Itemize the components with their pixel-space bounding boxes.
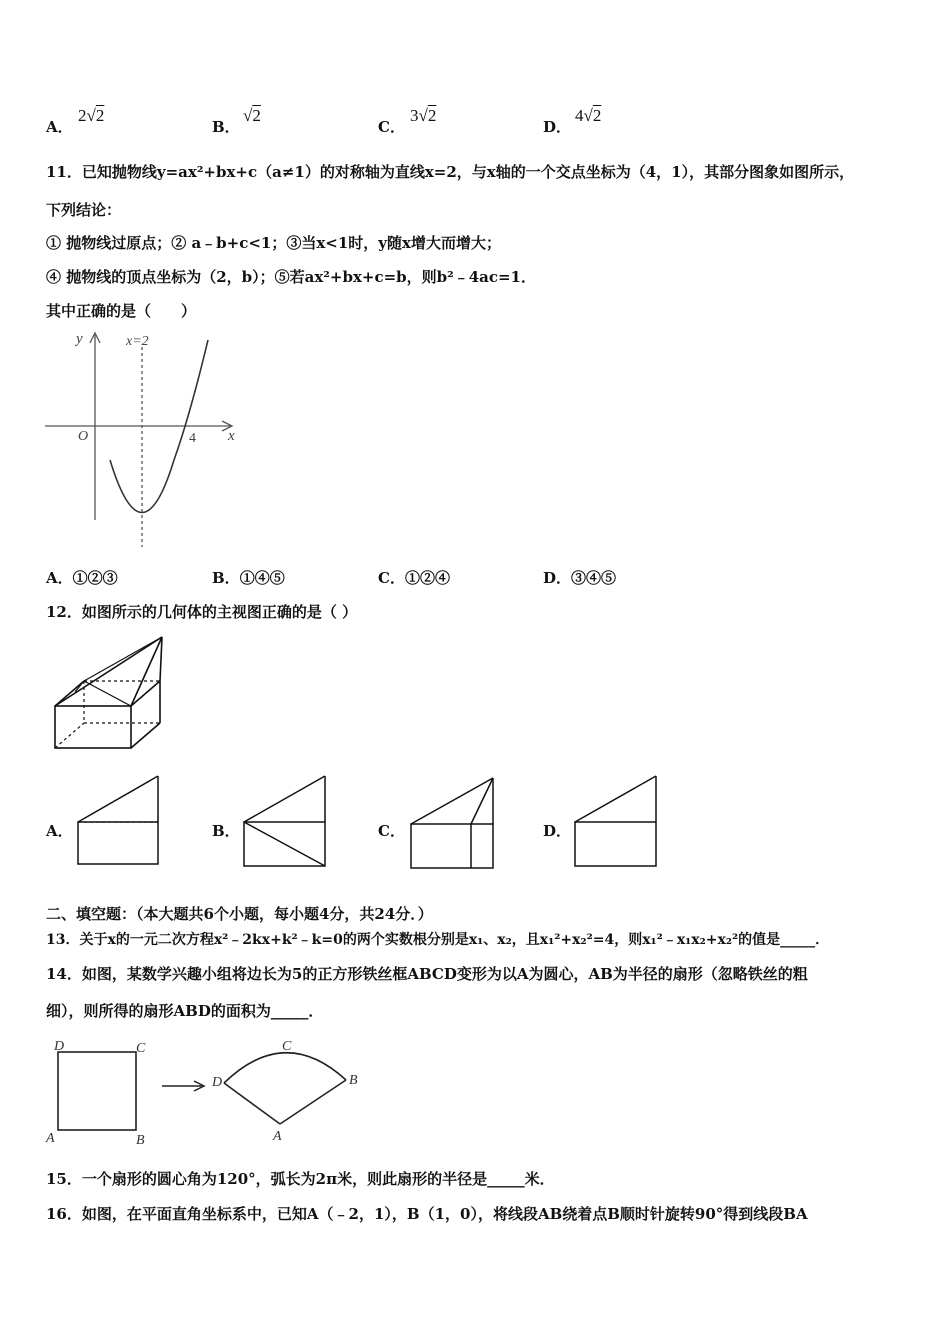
q12-option-b-label: B． [212, 822, 240, 840]
q11-line-4: ④ 抛物线的顶点坐标为（2，b）；⑤若ax²+bx+c=b，则b²﹣4ac=1． [46, 268, 536, 286]
q12-option-c-label: C． [378, 822, 405, 840]
q16-question: 16．如图，在平面直角坐标系中，已知A（﹣2，1），B（1，0），将线段AB绕着点B顺时针旋转90°得到线段BA [46, 1205, 808, 1223]
q12-question: 12．如图所示的几何体的主视图正确的是（ ） [46, 603, 358, 621]
square-label-a: A [46, 1131, 55, 1146]
sector-label-c: C [282, 1039, 292, 1054]
view-edge [244, 776, 325, 822]
radicand: 2 [252, 106, 261, 125]
q12-option-d-label: D． [543, 822, 572, 840]
q10-option-c-value: 3√2 [410, 106, 437, 125]
q13-question: 13．关于x的一元二次方程x²﹣2kx+k²﹣k=0的两个实数根分别是x₁、x₂，且x₁²+x₂²=4，则x₁²﹣x₁x₂+x₂²的值是_____． [46, 932, 830, 948]
view-edge [78, 776, 158, 822]
edge [131, 723, 160, 748]
radicand: 2 [95, 106, 105, 125]
coefficient: 4 [575, 106, 584, 125]
option-letter: A． [46, 569, 73, 587]
view-rect [411, 824, 493, 868]
q10-option-a [46, 116, 73, 137]
edge [160, 637, 162, 681]
q11-option-d [543, 567, 616, 588]
q10-option-d-value: 4√2 [575, 106, 602, 125]
radicand: 2 [427, 106, 437, 125]
option-letter: C． [378, 569, 405, 587]
q12-option-d-view [573, 774, 659, 868]
q14-line-1: 14．如图，某数学兴趣小组将边长为5的正方形铁丝框ABCD变形为以A为圆心，AB为半径的扇形（忽略铁丝的粗 [46, 965, 808, 983]
q10-option-c [378, 116, 405, 137]
sector-label-a: A [273, 1129, 282, 1144]
view-rect [575, 822, 656, 866]
edge [131, 681, 160, 706]
edge [84, 681, 131, 706]
option-text: ①②④ [404, 569, 450, 587]
sector-radius-ad [224, 1083, 280, 1124]
option-letter: B． [212, 118, 240, 136]
q12-option-c-view [409, 776, 497, 870]
q14-line-2: 细），则所得的扇形ABD的面积为_____． [46, 1002, 324, 1020]
radicand: 2 [592, 106, 602, 125]
view-rect [78, 822, 158, 864]
origin-label: O [78, 429, 89, 444]
q11-option-c [378, 567, 450, 588]
box-front [55, 706, 131, 748]
square-to-sector-figure [44, 1036, 374, 1148]
q10-option-b-value: √2 [243, 106, 261, 125]
y-label: y [76, 331, 83, 347]
q12-option-a-label: A． [46, 822, 73, 840]
view-edge [411, 778, 493, 824]
q11-option-b [212, 567, 285, 588]
sector-label-b: B [349, 1073, 358, 1088]
option-text: ①④⑤ [239, 569, 285, 587]
q11-line-5: 其中正确的是（ ） [46, 302, 197, 320]
x-tick-label: 4 [189, 431, 196, 446]
q10-option-a-value: 2√2 [78, 106, 105, 125]
option-letter: D． [543, 118, 572, 136]
q10-option-d [543, 116, 571, 137]
q15-question: 15．一个扇形的圆心角为120°，弧长为2π米，则此扇形的半径是_____米． [46, 1170, 555, 1188]
q11-line-3: ① 抛物线过原点；② a﹣b+c<1；③当x<1时，y随x增大而增大； [46, 234, 501, 252]
hidden-edge [55, 723, 84, 748]
section-2-heading: 二、填空题：（本大题共6个小题，每小题4分，共24分．） [46, 905, 433, 923]
option-letter: B． [212, 569, 240, 587]
edge [84, 637, 162, 681]
square-label-c: C [136, 1041, 146, 1056]
option-letter: D． [543, 569, 572, 587]
option-text: ①②③ [72, 569, 118, 587]
square [58, 1052, 136, 1130]
square-label-d: D [54, 1039, 65, 1054]
q11-option-a [46, 567, 118, 588]
q12-option-a-view [76, 774, 160, 866]
axis-label: x=2 [126, 334, 149, 349]
solid-figure [50, 632, 170, 754]
coefficient: 3 [410, 106, 419, 125]
q10-option-b [212, 116, 240, 137]
option-letter: C． [378, 118, 405, 136]
view-diagonal [244, 822, 325, 866]
sector-label-d: D [212, 1075, 223, 1090]
x-label: x [228, 428, 235, 444]
view-edge [575, 776, 656, 822]
sector-radius-ab [280, 1080, 346, 1124]
q11-line-2: 下列结论： [46, 201, 122, 219]
parabola-graph [40, 325, 250, 555]
sector-arc [224, 1053, 346, 1083]
coefficient: 2 [78, 106, 87, 125]
q12-option-b-view [242, 774, 328, 868]
square-label-b: B [136, 1133, 145, 1148]
option-text: ③④⑤ [571, 569, 617, 587]
option-letter: A． [46, 118, 73, 136]
q11-line-1: 11．已知抛物线y=ax²+bx+c（a≠1）的对称轴为直线x=2，与x轴的一个交点坐标为（4，1），其部分图象如图所示， [46, 163, 855, 181]
